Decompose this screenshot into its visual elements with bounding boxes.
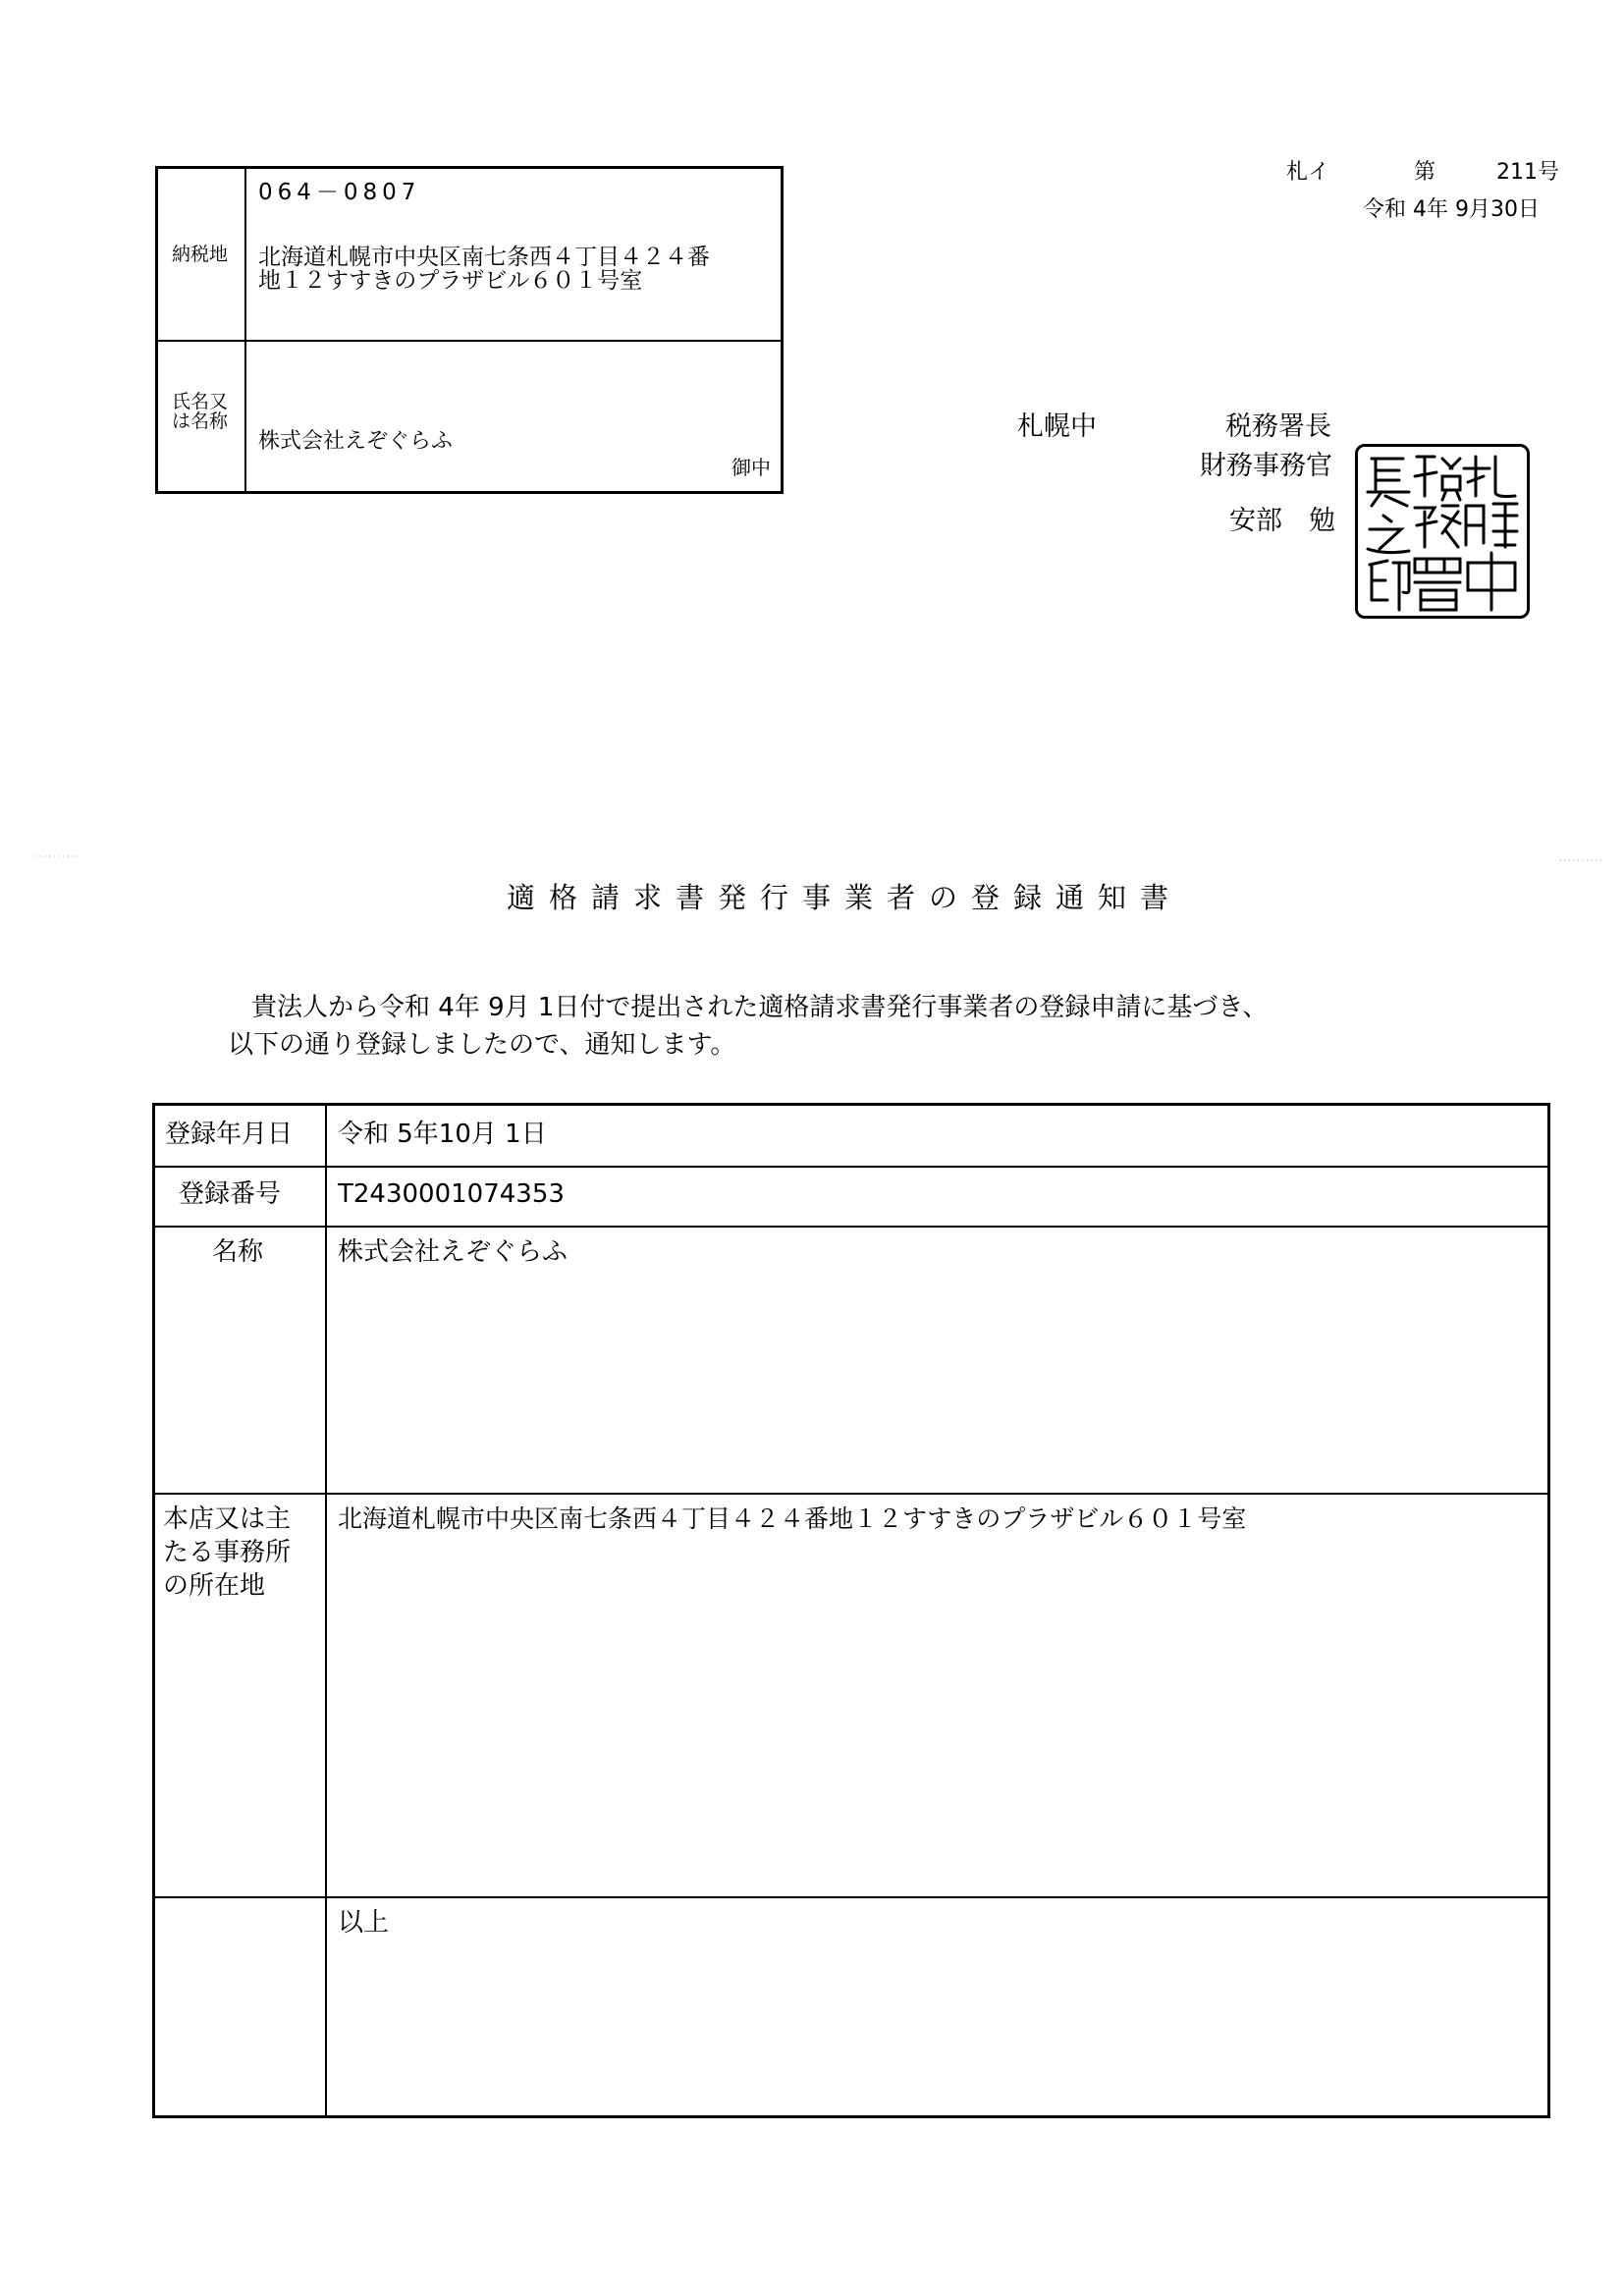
postal-code: 064－0807 [258, 180, 421, 205]
table-row-divider [155, 1896, 1547, 1898]
registration-table [152, 1103, 1550, 2118]
head-office-label-line-3: の所在地 [163, 1571, 266, 1601]
head-office-label-line-1: 本店又は主 [163, 1504, 292, 1534]
table-divider-vertical [325, 1106, 327, 2115]
registration-number-label: 登録番号 [179, 1179, 282, 1209]
table-row-divider [155, 1493, 1547, 1495]
official-seal [1355, 444, 1530, 619]
registration-number-value: T2430001074353 [338, 1179, 565, 1209]
tax-place-label: 納税地 [172, 244, 229, 265]
issue-date: 令和 4年 9月30日 [1363, 197, 1540, 222]
honorific: 御中 [731, 456, 771, 479]
addressee-name: 株式会社えぞぐらふ [258, 429, 454, 454]
name-label-line-2: は名称 [172, 410, 229, 432]
addressee-divider-horizontal [158, 340, 781, 342]
issuer-title-1: 税務署長 [1225, 411, 1331, 442]
issuer-office: 札幌中 [1017, 411, 1097, 442]
body-line-1: 貴法人から令和 4年 9月 1日付で提出された適格請求書発行事業者の登録申請に基づき、 [251, 993, 1269, 1022]
address-line-2: 地１２すすきのプラザビル６０１号室 [258, 268, 643, 294]
doc-prefix: 札イ [1286, 160, 1330, 185]
company-name-value: 株式会社えぞぐらふ [338, 1237, 568, 1267]
registration-date-label: 登録年月日 [165, 1120, 294, 1149]
right-fold-mark: ·········· [1559, 856, 1604, 865]
doc-number-label: 第 [1414, 160, 1436, 185]
doc-number: 211号 [1496, 160, 1559, 185]
closing-remark: 以上 [338, 1908, 390, 1938]
address-line-1: 北海道札幌市中央区南七条西４丁目４２４番 [258, 245, 710, 270]
left-fold-mark: ·········· [35, 852, 81, 861]
head-office-label-line-2: たる事務所 [163, 1538, 292, 1567]
table-row-divider [155, 1166, 1547, 1168]
name-label-line-1: 氏名又 [172, 391, 229, 412]
table-row-divider [155, 1226, 1547, 1228]
issuer-title-2: 財務事務官 [1200, 451, 1332, 481]
head-office-address-value: 北海道札幌市中央区南七条西４丁目４２４番地１２すすきのプラザビル６０１号室 [338, 1504, 1247, 1533]
document-title: 適格請求書発行事業者の登録通知書 [507, 881, 1183, 914]
registration-date-value: 令和 5年10月 1日 [338, 1120, 547, 1149]
company-name-label: 名称 [212, 1237, 264, 1267]
issuer-name: 安部 勉 [1229, 506, 1335, 536]
body-line-2: 以下の通り登録しましたので、通知します。 [228, 1030, 736, 1060]
addressee-box [155, 166, 784, 494]
seal-glyphs [1358, 447, 1527, 616]
addressee-divider-vertical [244, 169, 246, 491]
